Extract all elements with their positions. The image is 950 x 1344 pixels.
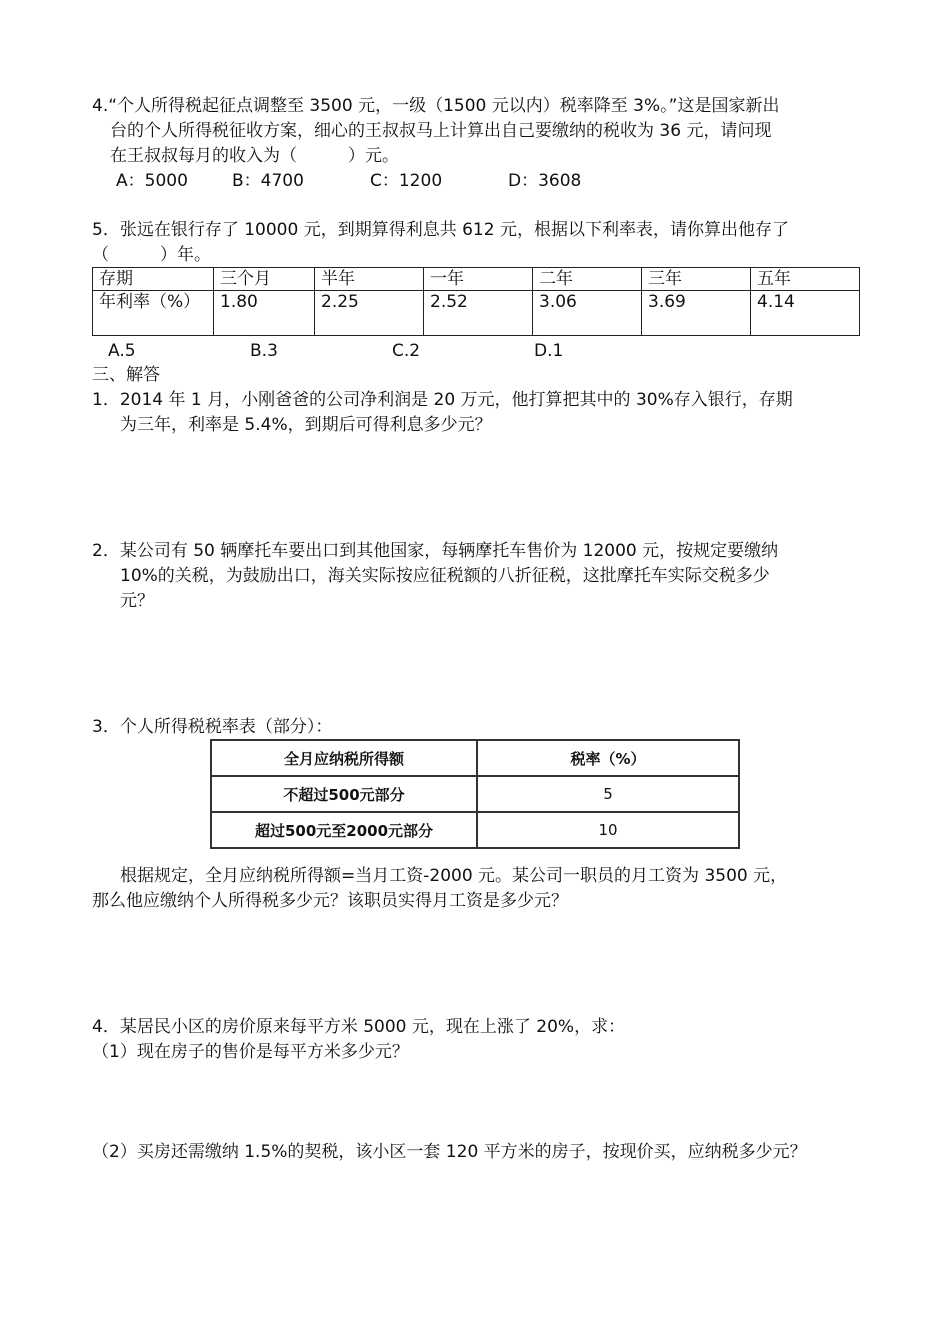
q4-option-a: A：5000: [116, 171, 188, 191]
q4-line-3: 在王叔叔每月的收入为（ ）元。: [110, 146, 399, 166]
rate-header-cell: 三年: [642, 268, 751, 291]
q5-line-2: （ ）年。: [92, 245, 211, 265]
problem-3-line-1: 根据规定，全月应纳税所得额=当月工资-2000 元。某公司一职员的月工资为 3500 元，: [120, 866, 788, 886]
problem-4-sub-1: （1）现在房子的售价是每平方米多少元？: [92, 1042, 409, 1062]
problem-4-line-1: 4．某居民小区的房价原来每平方米 5000 元，现在上涨了 20%，求：: [92, 1017, 626, 1037]
tax-bracket-cell: 超过500元至2000元部分: [211, 812, 477, 848]
interest-rate-table: [92, 267, 860, 336]
q5-option-a: A.5: [108, 341, 136, 361]
rate-header-cell: 一年: [424, 268, 533, 291]
q4-option-b: B：4700: [232, 171, 304, 191]
rate-header-cell: 半年: [315, 268, 424, 291]
q4-line-2: 台的个人所得税征收方案，细心的王叔叔马上计算出自己要缴纳的税收为 36 元，请问现: [110, 121, 772, 141]
rate-header-cell: 五年: [751, 268, 860, 291]
tax-table-row: [211, 812, 739, 848]
q5-option-b: B.3: [250, 341, 278, 361]
tax-bracket-cell: 不超过500元部分: [211, 776, 477, 812]
problem-2-line-2: 10%的关税，为鼓励出口，海关实际按应征税额的八折征税，这批摩托车实际交税多少: [120, 566, 770, 586]
q4-option-c: C：1200: [370, 171, 443, 191]
rate-row-label: 年利率（%）: [93, 291, 214, 336]
rate-value-cell: 4.14: [751, 291, 860, 336]
tax-rate-cell: 5: [477, 776, 739, 812]
problem-3-title: 3．个人所得税税率表（部分）：: [92, 717, 333, 737]
problem-2-line-3: 元？: [120, 591, 154, 611]
problem-3-line-2: 那么他应缴纳个人所得税多少元？该职员实得月工资是多少元？: [92, 891, 568, 911]
tax-header-cell: 全月应纳税所得额: [211, 740, 477, 776]
tax-rate-cell: 10: [477, 812, 739, 848]
tax-table-row: [211, 776, 739, 812]
rate-value-cell: 1.80: [214, 291, 315, 336]
tax-header-cell: 税率（%）: [477, 740, 739, 776]
problem-2-line-1: 2．某公司有 50 辆摩托车要出口到其他国家，每辆摩托车售价为 12000 元，按规定要缴纳: [92, 541, 779, 561]
q5-line-1: 5．张远在银行存了 10000 元，到期算得利息共 612 元，根据以下利率表，请你算出他存了: [92, 220, 789, 240]
rate-header-cell: 三个月: [214, 268, 315, 291]
q4-option-d: D：3608: [508, 171, 582, 191]
section-title: 三、解答: [92, 365, 160, 385]
problem-1-line-2: 为三年，利率是 5.4%，到期后可得利息多少元？: [120, 415, 492, 435]
rate-header-cell: 二年: [533, 268, 642, 291]
rate-table-header-row: [93, 268, 860, 291]
income-tax-table: [210, 739, 740, 849]
q4-line-1: 4.“个人所得税起征点调整至 3500 元，一级（1500 元以内）税率降至 3%。”这是国家新出: [92, 96, 780, 116]
rate-value-cell: 3.69: [642, 291, 751, 336]
problem-1-line-1: 1．2014 年 1 月，小刚爸爸的公司净利润是 20 万元，他打算把其中的 30%存入银行，存期: [92, 390, 793, 410]
rate-value-cell: 2.52: [424, 291, 533, 336]
q5-option-d: D.1: [534, 341, 564, 361]
rate-table-value-row: [93, 291, 860, 336]
rate-value-cell: 2.25: [315, 291, 424, 336]
q5-option-c: C.2: [392, 341, 421, 361]
rate-header-cell: 存期: [93, 268, 214, 291]
rate-value-cell: 3.06: [533, 291, 642, 336]
tax-table-header-row: [211, 740, 739, 776]
problem-4-sub-2: （2）买房还需缴纳 1.5%的契税，该小区一套 120 平方米的房子，按现价买，应纳税多少元？: [92, 1142, 807, 1162]
